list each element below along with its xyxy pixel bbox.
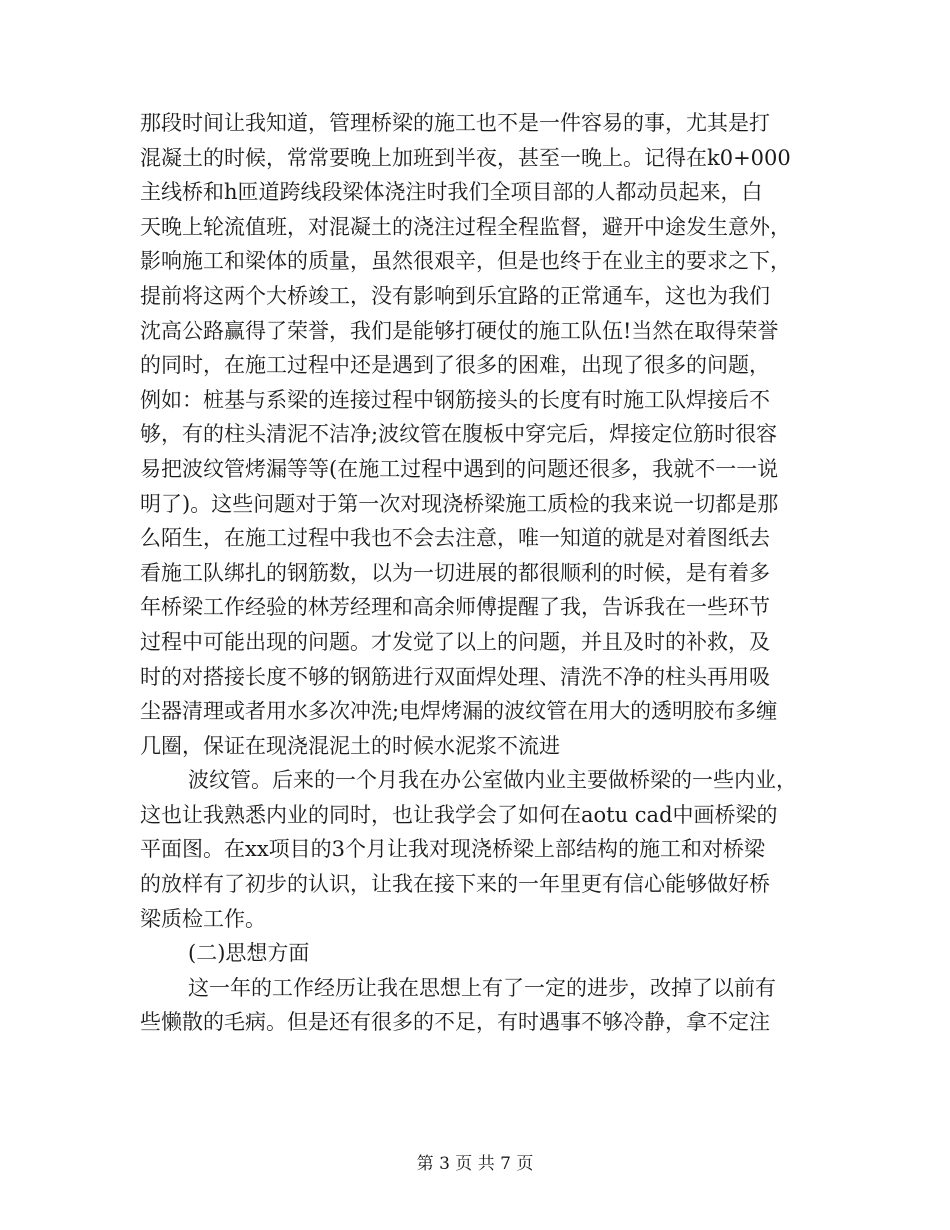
text-line: 主线桥和h匝道跨线段梁体浇注时我们全项目部的人都动员起来，白 [140, 180, 763, 205]
text-line: 那段时间让我知道，管理桥梁的施工也不是一件容易的事，尤其是打 [140, 111, 770, 135]
text-line: 么陌生，在施工过程中我也不会去注意，唯一知道的就是对着图纸去 [140, 526, 770, 551]
paragraph-start-line: 波纹管。后来的一个月我在办公室做内业主要做桥梁的一些内业， [188, 768, 797, 793]
text-line: 够，有的柱头清泥不洁净;波纹管在腹板中穿完后，焊接定位筋时很容 [140, 422, 778, 447]
section-heading: (二)思想方面 [188, 941, 310, 966]
text-line: 尘器清理或者用水多次冲洗;电焊烤漏的波纹管在用大的透明胶布多缠 [140, 699, 778, 724]
text-line: 几圈，保证在现浇混泥土的时候水泥浆不流进 [140, 733, 560, 758]
text-line: 易把波纹管烤漏等等(在施工过程中遇到的问题还很多，我就不一一说 [140, 456, 779, 481]
text-line: 例如：桩基与系梁的连接过程中钢筋接头的长度有时施工队焊接后不 [140, 387, 770, 412]
text-line: 些懒散的毛病。但是还有很多的不足，有时遇事不够冷静，拿不定注 [140, 1010, 770, 1035]
text-line: 明了)。这些问题对于第一次对现浇桥梁施工质检的我来说一切都是那 [140, 491, 779, 516]
text-line: 看施工队绑扎的钢筋数，以为一切进展的都很顺利的时候，是有着多 [140, 560, 770, 585]
text-line: 的放样有了初步的认识，让我在接下来的一年里更有信心能够做好桥 [140, 872, 770, 897]
text-line: 沈高公路赢得了荣誉，我们是能够打硬仗的施工队伍!当然在取得荣誉 [140, 318, 779, 343]
text-line: 天晚上轮流值班，对混凝土的浇注过程全程监督，避开中途发生意外， [140, 214, 791, 239]
text-line: 过程中可能出现的问题。才发觉了以上的问题，并且及时的补救，及 [140, 629, 770, 654]
text-line: 的同时，在施工过程中还是遇到了很多的困难，出现了很多的问题， [140, 353, 770, 378]
text-line: 梁质检工作。 [140, 906, 266, 931]
document-body [140, 106, 820, 1040]
paragraph-start-line: 这一年的工作经历让我在思想上有了一定的进步，改掉了以前有 [188, 975, 776, 1000]
text-line: 平面图。在xx项目的3个月让我对现浇桥梁上部结构的施工和对桥梁 [140, 837, 766, 862]
text-line: 提前将这两个大桥竣工，没有影响到乐宜路的正常通车，这也为我们 [140, 283, 770, 308]
page-footer: 第 3 页 共 7 页 [416, 1154, 534, 1174]
text-line: 影响施工和梁体的质量，虽然很艰辛，但是也终于在业主的要求之下， [140, 249, 791, 274]
text-line: 混凝土的时候，常常要晚上加班到半夜，甚至一晚上。记得在k0+000 [140, 145, 791, 170]
text-line: 时的对搭接长度不够的钢筋进行双面焊处理、清洗不净的柱头再用吸 [140, 664, 770, 689]
text-line: 年桥梁工作经验的林芳经理和高余师傅提醒了我，告诉我在一些环节 [140, 595, 770, 620]
text-line: 这也让我熟悉内业的同时，也让我学会了如何在aotu cad中画桥梁的 [140, 802, 778, 827]
